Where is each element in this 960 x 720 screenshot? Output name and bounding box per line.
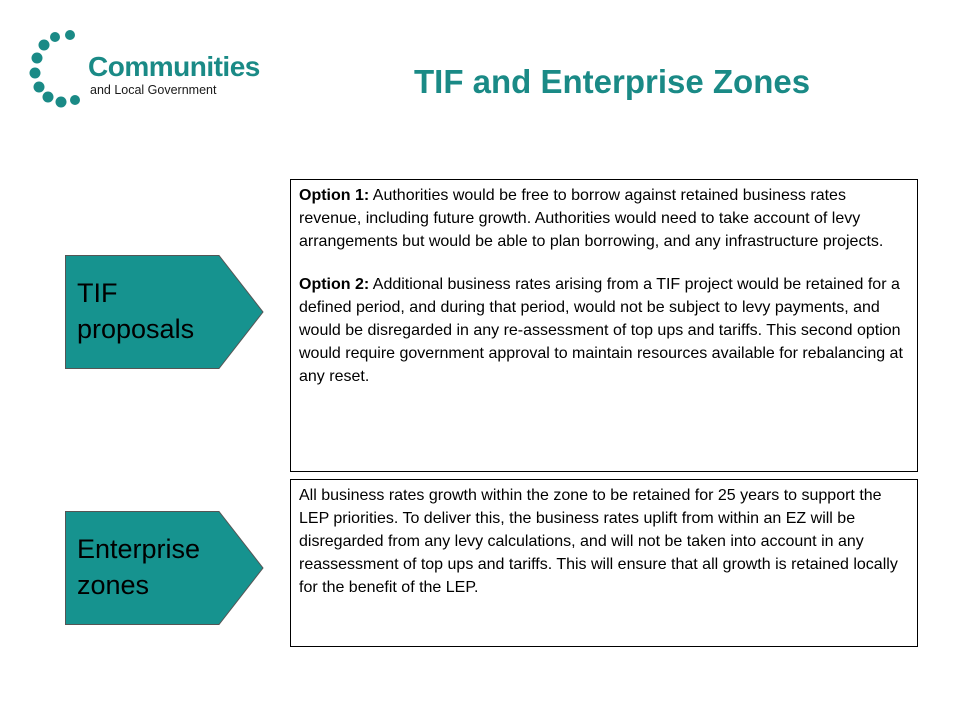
tif-content-box xyxy=(290,179,918,472)
tif-label-line1: TIF xyxy=(77,278,118,308)
tif-label-text xyxy=(77,275,247,347)
logo-name: Communities xyxy=(88,51,260,82)
tif-option-2-text: Additional business rates arising from a TIF project would be retained for a defined period, and during that period, would not be subject to levy payments, and would be disregarded in any re-assessment of top ups and tariffs. This second option would require government approval to maintain resources available for rebalancing at any reset. xyxy=(299,276,903,385)
tif-option-1-prefix: Option 1: xyxy=(299,187,370,204)
tif-option-1 xyxy=(299,184,909,253)
ez-label-line1: Enterprise xyxy=(77,534,201,564)
ez-content-box xyxy=(290,479,918,647)
page-title: TIF and Enterprise Zones xyxy=(414,63,811,100)
tif-option-1-text: Authorities would be free to borrow against retained business rates revenue, including future growth. Authorities would need to take account of levy arrangements but would be able to plan borrowing, and any infrastructure projects. xyxy=(299,187,884,250)
ez-text: All business rates growth within the zone to be retained for 25 years to support the LEP priorities. To deliver this, the business rates uplift from within an EZ will be disregarded from any levy calculations, and will not be taken into account in any reassessment of top ups and tariffs. This will ensure that all growth is retained locally for the benefit of the LEP. xyxy=(299,487,898,596)
logo-subtitle: and Local Government xyxy=(90,83,217,97)
tif-option-2-prefix: Option 2: xyxy=(299,276,370,293)
tif-label-line2: proposals xyxy=(77,314,195,344)
ez-label-line2: zones xyxy=(77,570,150,600)
ez-label-text xyxy=(77,531,247,603)
ez-label xyxy=(65,511,265,625)
tif-label xyxy=(65,255,265,369)
logo xyxy=(28,30,258,110)
tif-option-2 xyxy=(299,273,909,388)
logo-dots-icon xyxy=(28,30,88,110)
